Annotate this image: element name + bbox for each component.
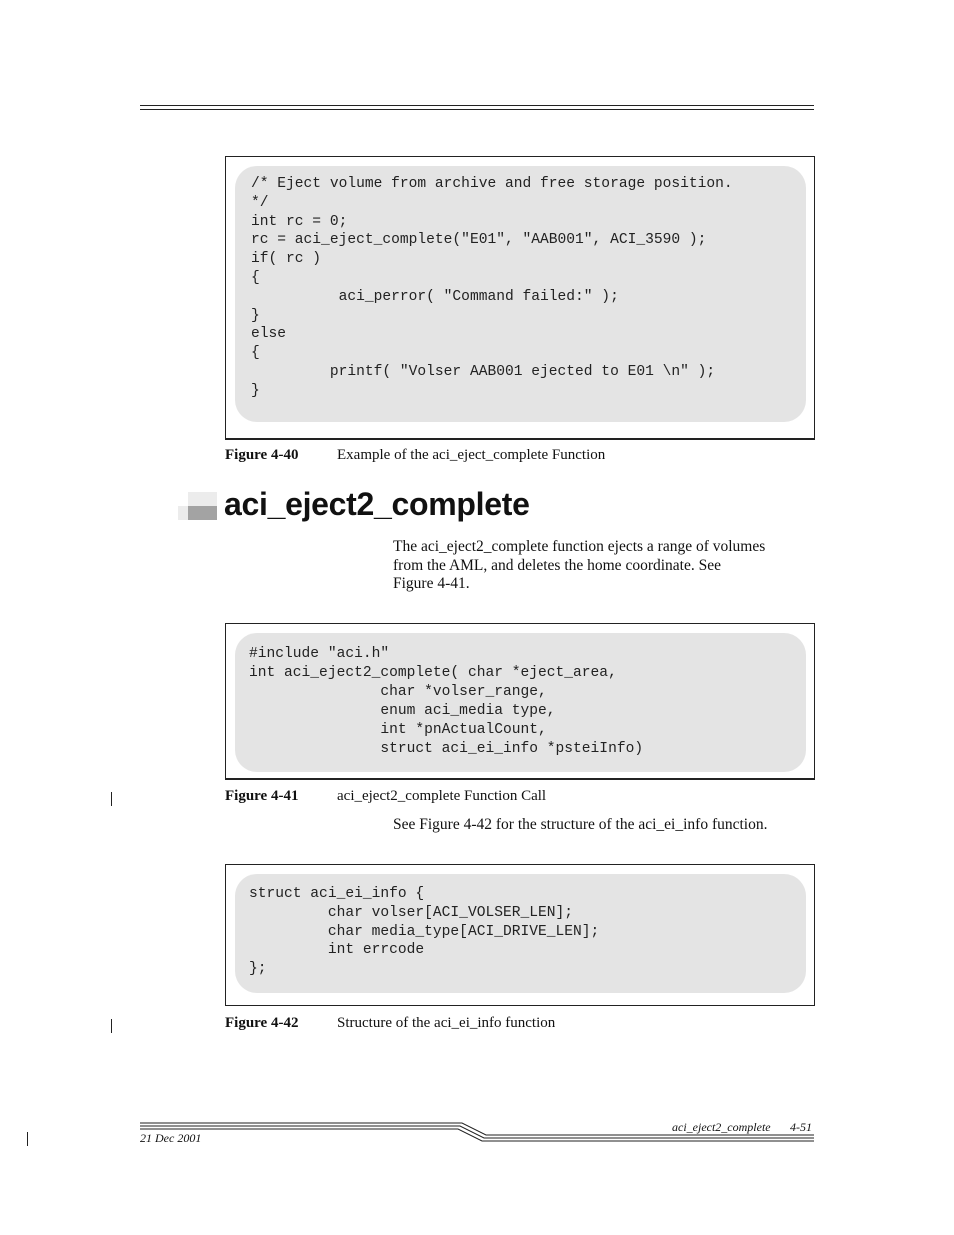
section-title: aci_eject2_complete: [224, 486, 530, 522]
figure-4-41-frame: [225, 623, 815, 780]
figure-4-42-frame: [225, 864, 815, 1006]
figure-number: Figure 4-42: [225, 1015, 299, 1031]
code-block-function-call: #include "aci.h" int aci_eject2_complete( char *eject_area, char *volser_range, enum aci_media type, int *pnActualCount, struct aci_ei_info *psteiInfo): [249, 646, 644, 758]
change-bar: [27, 1132, 28, 1146]
figure-caption-text: aci_eject2_complete Function Call: [337, 788, 547, 804]
figure-4-40-frame: [225, 156, 815, 440]
footer-rule: [138, 1118, 816, 1142]
change-bar: [111, 1019, 112, 1033]
code-block-eject-example: /* Eject volume from archive and free storage position. */ int rc = 0; rc = aci_eject_complete("E01", "AAB001", ACI_3590 ); if( rc ) { aci_perror( "Command failed:" ); } else { printf( "Volser AAB001 ejected to E01 \n" ); }: [251, 176, 733, 399]
change-bar: [111, 792, 112, 806]
footer-section-name: aci_eject2_complete: [672, 1120, 771, 1134]
footer-date: 21 Dec 2001: [140, 1131, 202, 1145]
figure-caption-text: Structure of the aci_ei_info function: [337, 1015, 556, 1031]
figure-number: Figure 4-40: [225, 447, 299, 463]
header-rule-bottom: [140, 109, 814, 110]
header-rule-top: [140, 105, 814, 106]
figure-caption-text: Example of the aci_eject_complete Function: [337, 447, 606, 463]
code-block-struct: struct aci_ei_info { char volser[ACI_VOLSER_LEN]; char media_type[ACI_DRIVE_LEN]; int errcode };: [249, 886, 600, 978]
see-figure-text: See Figure 4-42 for the structure of the aci_ei_info function.: [393, 816, 768, 833]
section-marker-icon: [178, 492, 218, 520]
figure-number: Figure 4-41: [225, 788, 299, 804]
footer-page-number: 4-51: [790, 1120, 812, 1134]
section-description: The aci_eject2_complete function ejects a range of volumes from the AML, and deletes the home coordinate. See Figure 4-41.: [393, 538, 766, 592]
